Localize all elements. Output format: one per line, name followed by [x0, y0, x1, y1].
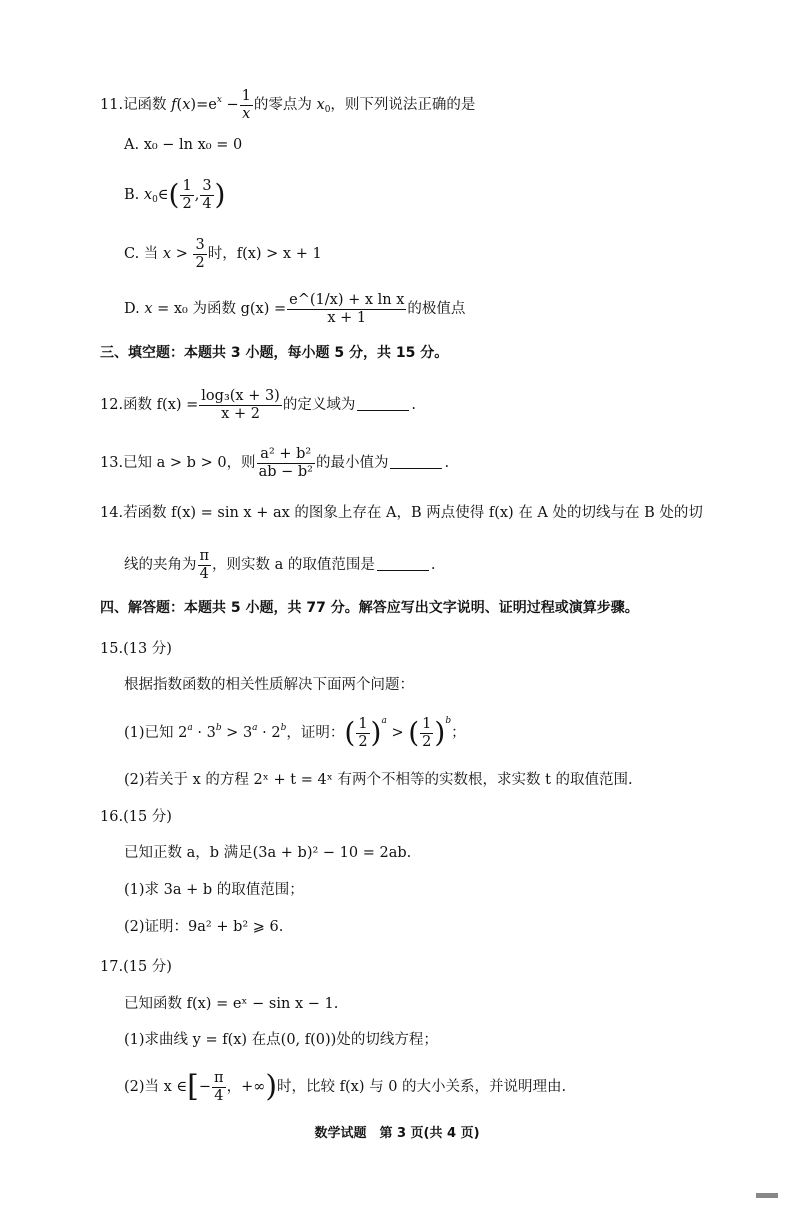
q15-intro: 根据指数函数的相关性质解决下面两个问题：: [124, 677, 414, 693]
q12: 12.函数 f(x) = $\frac{\text{log₃(x + 3)}}{x + 2}$ 的定义域为 .: [100, 388, 416, 422]
q11-fraction: $\frac{1}{x}$: [241, 88, 251, 122]
q14-line-1: 14.若函数 f(x) = sin x + ax 的图象上存在 A，B 两点使得 f(x) 在 A 处的切线与在 B 处的切: [100, 505, 703, 521]
q17-part-2: (2)当 x ∈[− $\frac{\pi}{4}$ ，+∞)时，比较 f(x) 与 0 的大小关系，并说明理由.: [124, 1069, 567, 1105]
watermark-mark: [756, 1193, 778, 1198]
q15-frac-1: $\frac{1}{2}$: [358, 716, 368, 750]
q17-intro: 已知函数 f(x) = eˣ − sin x − 1.: [124, 996, 339, 1012]
q15-part-2: (2)若关于 x 的方程 2ˣ + t = 4ˣ 有两个不相等的实数根，求实数 t 的取值范围.: [124, 772, 633, 788]
q17-part-1: (1)求曲线 y = f(x) 在点(0, f(0))处的切线方程；: [124, 1032, 438, 1048]
q17-header: 17.(15 分): [100, 959, 172, 975]
q16-header: 16.(15 分): [100, 809, 172, 825]
q14-frac: $\frac{\pi}{4}$: [199, 548, 210, 582]
q14-line-2: 线的夹角为 $\frac{\pi}{4}$ ，则实数 a 的取值范围是 .: [124, 548, 436, 582]
q15-frac-2: $\frac{1}{2}$: [422, 716, 432, 750]
q11-d-frac: $\frac{\text{e\textasciicircum{}(1/x) + x ln x}}{x + 1}$: [289, 292, 405, 326]
page-footer: 数学试题 第 3 页(共 4 页): [314, 1126, 480, 1141]
q11-option-c: C. 当 x > $\frac{3}{2}$ 时，f(x) > x + 1: [124, 237, 322, 271]
q11-option-d: D. x = x₀ 为函数 g(x) = $\frac{\text{e\textasciicircum{}(1/x) + x ln x}}{x + 1}$ 的极值点: [124, 292, 466, 326]
q13: 13.已知 a > b > 0，则 $\frac{\text{a² + b²}}{\text{ab − b²}}$ 的最小值为 .: [100, 446, 450, 480]
q13-answer-blank: [390, 468, 442, 469]
q11-text: 记函数: [123, 97, 172, 114]
q17-frac: $\frac{\pi}{4}$: [214, 1070, 224, 1104]
q15-part-1: (1)已知 $2^a \cdot 3^b > 3^a \cdot 2^b$，证明：( $\frac{1}{2}$ )$^a$ > ( $\frac{1}{2}$ )$^b$；: [124, 716, 466, 750]
q15-header: 15.(13 分): [100, 641, 172, 657]
q11-text-b: 的零点为: [253, 97, 317, 114]
q16-part-1: (1)求 3a + b 的取值范围；: [124, 882, 304, 898]
q11-text-c: ，则下列说法正确的是: [330, 97, 476, 114]
q13-frac: $\frac{\text{a² + b²}}{\text{ab − b²}}$: [258, 446, 313, 480]
q11-eq: =e: [196, 97, 217, 114]
q11-option-a: A. x₀ − ln x₀ = 0: [124, 137, 243, 153]
q12-frac: $\frac{\text{log₃(x + 3)}}{x + 2}$: [201, 388, 280, 422]
section-3-heading: 三、填空题：本题共 3 小题，每小题 5 分，共 15 分。: [100, 345, 449, 361]
q11-stem: 11.记函数 $f(x)=e^x$ − $\frac{1}{x}$ 的零点为 $x_0$，则下列说法正确的是: [100, 88, 476, 122]
q14-answer-blank: [377, 570, 429, 571]
q11-number: 11.: [100, 97, 124, 114]
section-4-heading: 四、解答题：本题共 5 小题，共 77 分。解答应写出文字说明、证明过程或演算步骤。: [100, 600, 639, 616]
q16-intro: 已知正数 a，b 满足(3a + b)² − 10 = 2ab.: [124, 845, 412, 861]
q12-answer-blank: [357, 410, 409, 411]
q11-minus: −: [226, 97, 239, 114]
q11-c-frac: $\frac{3}{2}$: [195, 237, 205, 271]
q16-part-2: (2)证明：9a² + b² ⩾ 6.: [124, 919, 284, 935]
q11-b-frac-1: $\frac{1}{2}$: [182, 178, 192, 212]
q11-option-b: B. $x_0\in$( $\frac{1}{2}$ , $\frac{3}{4}$ ): [124, 178, 226, 212]
q11-b-frac-2: $\frac{3}{4}$: [202, 178, 212, 212]
